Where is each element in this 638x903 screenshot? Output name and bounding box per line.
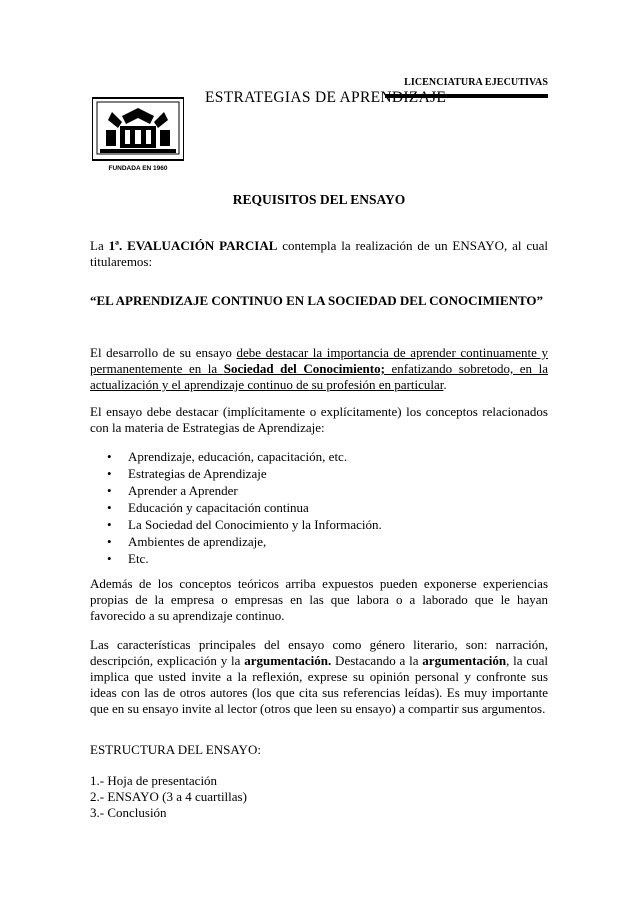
bullet-icon: • [107,466,112,481]
development-underline-2: enfatizando sobretodo, en la actualización y el aprendizaje continuo de su profesión en particular [90,361,548,392]
structure-steps [90,773,548,821]
list-item [90,449,548,466]
list-item-text: Etc. [128,551,149,566]
course-title: ESTRATEGIAS DE APRENDIZAJE [205,89,447,106]
development-text-1: El desarrollo de su ensayo [90,345,237,360]
list-item-text: Educación y capacitación continua [128,500,309,515]
list-item [90,466,548,483]
structure-heading: ESTRUCTURA DEL ENSAYO: [90,742,261,757]
logo-founded-text: FUNDADA EN 1960 [108,165,168,172]
characteristics-bold-1: argumentación. [244,653,332,668]
list-item [90,500,548,517]
program-header: LICENCIATURA EJECUTIVAS [404,77,548,88]
development-underline-bold: Sociedad del Conocimiento; [223,361,385,376]
list-item [90,517,548,534]
bullet-icon: • [107,500,112,515]
structure-step: 1.- Hoja de presentación [90,773,218,788]
bullet-icon: • [107,517,112,532]
development-underline-1: debe destacar la importancia de aprender continuamente y permanentemente en la [90,345,548,376]
list-item [90,534,548,551]
bullet-icon: • [107,483,112,498]
requirements-title: REQUISITOS DEL ENSAYO [232,192,406,207]
experience-paragraph: Además de los conceptos teóricos arriba expuestos pueden exponerse experiencias propias de la empresa o empresas en las que labora o a laborado que le hayan favorecido a su aprendizaje continuo. [90,576,548,623]
characteristics-text-3: , la cual implica que usted invite a la reflexión, exprese su opinión personal y confronte sus ideas con las de otros autores (los que cita sus referencias leídas). Es muy importante que en su ensayo invite al lector (otros que leen su ensayo) a compartir sus argumentos. [90,653,548,716]
bullet-icon: • [107,534,112,549]
bullet-icon: • [107,449,112,464]
list-item-text: Aprendizaje, educación, capacitación, etc. [128,449,348,464]
development-text-2: . [443,377,447,392]
structure-step: 2.- ENSAYO (3 a 4 cuartillas) [90,789,247,804]
list-item [90,483,548,500]
characteristics-bold-2: argumentación [422,653,507,668]
characteristics-text-2: Destacando a la [331,653,423,668]
intro-text-2: contempla la realización de un ENSAYO, al cual titularemos: [90,238,548,269]
development-paragraph [90,345,548,393]
list-item-text: Aprender a Aprender [128,483,238,498]
list-item [90,551,548,568]
bullet-icon: • [107,551,112,566]
university-seal-icon [92,94,184,182]
characteristics-text-1: Las características principales del ensayo como género literario, son: narración, descripción, explicación y la [90,637,548,668]
list-item-text: Estrategias de Aprendizaje [128,466,267,481]
intro-paragraph [90,238,548,270]
structure-step: 3.- Conclusión [90,805,167,820]
list-item-text: Ambientes de aprendizaje, [128,534,267,549]
concepts-list [90,449,548,568]
concepts-intro: El ensayo debe destacar (implícitamente o explícitamente) los conceptos relacionados con la materia de Estrategias de Aprendizaje: [90,404,548,435]
list-item-text: La Sociedad del Conocimiento y la Información. [128,517,382,532]
university-logo [92,94,184,182]
intro-bold: 1ª. EVALUACIÓN PARCIAL [108,238,278,253]
characteristics-paragraph [90,637,548,717]
intro-text-1: La [90,238,109,253]
essay-title: “EL APRENDIZAJE CONTINUO EN LA SOCIEDAD DEL CONOCIMIENTO” [90,293,544,308]
